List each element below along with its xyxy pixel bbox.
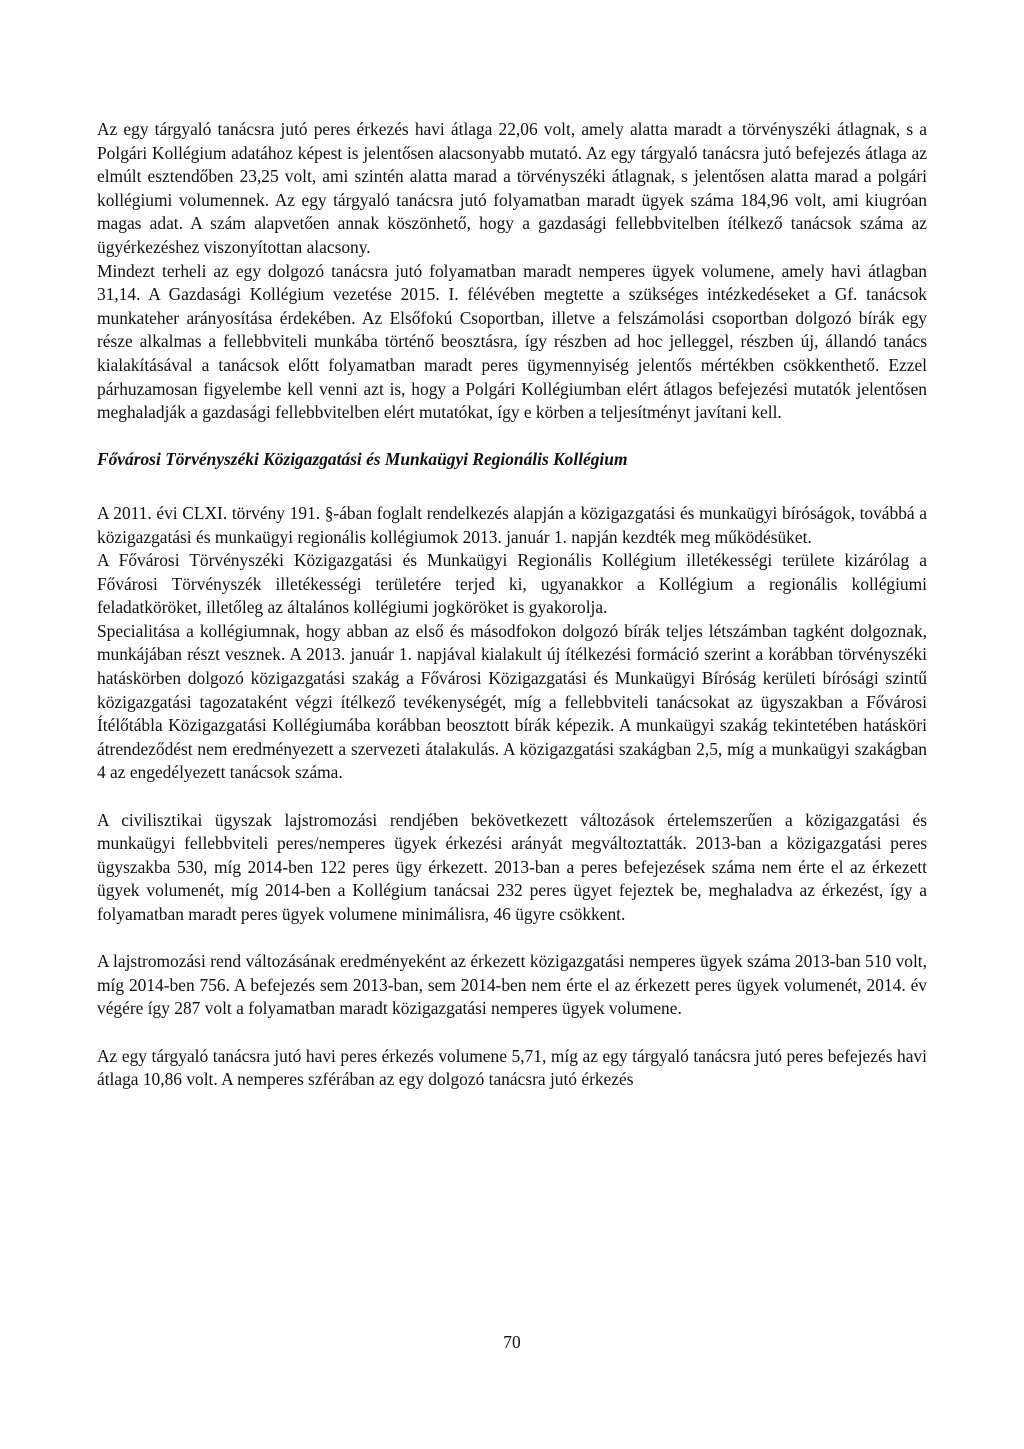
paragraph-illetekesseg: A Fővárosi Törvényszéki Közigazgatási és Munkaügyi Regionális Kollégium illetékességi területe kizárólag a Fővárosi Törvényszék illetékességi területére terjed ki, ugyanakkor a Kollégium a regionális kollégiumi feladatköröket, illetőleg az általános kollégiumi jogköröket is gyakorolja. [97,550,927,618]
paragraph-specialitas: Specialitása a kollégiumnak, hogy abban az első és másodfokon dolgozó bírák teljes létszámban tagként dolgoznak, munkájában részt vesznek. A 2013. január 1. napjával kialakult új ítélkezési formáció szerint a korábban törvényszéki hatáskörben dolgozó közigazgatási szakág a Fővárosi Közigazgatási és Munkaügyi Bíróság kerületi bírósági szintű közigazgatási tagozataként végzi ítélkező tevékenységét, míg a fellebbviteli tanácsokat az ügyszakban a Fővárosi Ítélőtábla Közigazgatási Kollégiumába korábban beosztott bírák képezik. A munkaügyi szakág tekintetében hatásköri átrendeződést nem eredményezett a szervezeti átalakulás. A közigazgatási szakágban 2,5, míg a munkaügyi szakágban 4 az engedélyezett tanácsok száma. [97,620,927,783]
section-heading: Fővárosi Törvényszéki Közigazgatási és Munkaügyi Regionális Kollégium [97,449,628,470]
paragraph-civilisztikai: A civilisztikai ügyszak lajstromozási rendjében bekövetkezett változások értelemszerűen a közigazgatási és munkaügyi fellebbviteli peres/nemperes ügyek érkezési arányát megváltoztatták. 2013-ban a közigazgatási peres ügyszakba 530, míg 2014-ben 122 peres ügy érkezett. 2013-ban a peres befejezések száma nem érte el az érkezett ügyek volumenét, míg 2014-ben a Kollégium tanácsai 232 peres ügyet fejeztek be, meghaladva az érkezést, így a folyamatban maradt peres ügyek volumene minimálisra, 46 ügyre csökkent. [97,809,927,924]
paragraph-nemperes-volumen: Mindezt terheli az egy dolgozó tanácsra jutó folyamatban maradt nemperes ügyek volumene, amely havi átlagban 31,14. A Gazdasági Kollégium vezetése 2015. I. félévében megtette a szükséges intézkedéseket a Gf. tanácsok munkateher arányosítása érdekében. Az Elsőfokú Csoportban, illetve a felszámolási csoportban dolgozó bírák egy része alkalmas a fellebbviteli munkába történő beosztásra, így részben ad hoc jelleggel, részben új, állandó tanács kialakításával a tanácsok előtt folyamatban maradt peres ügymennyiség jelentős mértékben csökkenthető. Ezzel párhuzamosan figyelembe kell venni azt is, hogy a Polgári Kollégiumban elért átlagos befejezési mutatók jelentősen meghaladják a gazdasági fellebbvitelben elért mutatókat, így e körben a teljesítményt javítani kell. [97,260,927,423]
document-body [97,118,927,1092]
paragraph-lajstromozas: A lajstromozási rend változásának eredményeként az érkezett közigazgatási nemperes ügyek száma 2013-ban 510 volt, míg 2014-ben 756. A befejezés sem 2013-ban, sem 2014-ben nem érte el az érkezett peres ügyek volumenét, 2014. év végére így 287 volt a folyamatban maradt közigazgatási nemperes ügyek volumene. [97,951,927,1019]
page-number: 70 [503,1332,521,1352]
paragraph-tanacs-erkezes: Az egy tárgyaló tanácsra jutó havi peres érkezés volumene 5,71, míg az egy tárgyaló tanácsra jutó peres befejezés havi átlaga 10,86 volt. A nemperes szférában az egy dolgozó tanácsra jutó érkezés [97,1045,927,1090]
paragraph-tanacs-atlag: Az egy tárgyaló tanácsra jutó peres érkezés havi átlaga 22,06 volt, amely alatta maradt a törvényszéki átlagnak, s a Polgári Kollégium adatához képest is jelentősen alacsonyabb mutató. Az egy tárgyaló tanácsra jutó befejezés átlaga az elmúlt esztendőben 23,25 volt, ami szintén alatta marad a törvényszéki átlagnak, s jelentősen alatta marad a polgári kollégiumi volumennek. Az egy tárgyaló tanácsra jutó folyamatban maradt ügyek száma 184,96 volt, ami kiugróan magas adat. A szám alapvetően annak köszönhető, hogy a gazdasági fellebbvitelben ítélkező tanácsok száma az ügyérkezéshez viszonyítottan alacsony. [97,119,927,257]
paragraph-torveny: A 2011. évi CLXI. törvény 191. §-ában foglalt rendelkezés alapján a közigazgatási és munkaügyi bíróságok, továbbá a közigazgatási és munkaügyi regionális kollégiumok 2013. január 1. napján kezdték meg működésüket. [97,502,927,547]
